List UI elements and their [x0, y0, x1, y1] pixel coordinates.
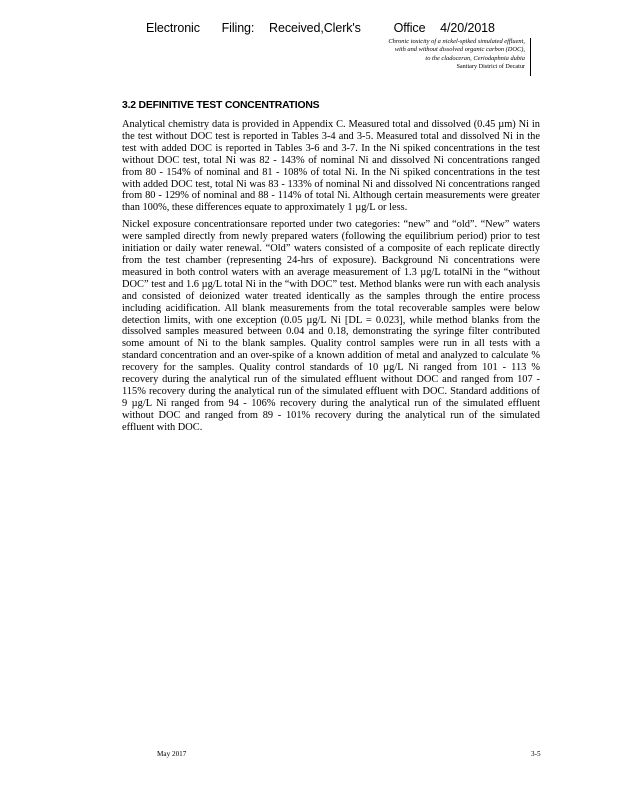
section-body	[122, 100, 540, 439]
running-header-line3: to the cladoceran, Ceriodaphnia dubia	[425, 54, 525, 62]
running-header-line1: Chronic toxicity of a nickel-spiked simulated effluent,	[388, 38, 525, 45]
paragraph-1: Analytical chemistry data is provided in Appendix C. Measured total and dissolved (0.45 µm) Ni in the test without DOC test is reported in Tables 3-4 and 3-5. Measured total and dissolved Ni in the test with added DOC is reported in Tables 3-6 and 3-7. In the Ni spiked concentrations in the test without DOC test, total Ni was 82 - 143% of nominal Ni and dissolved Ni concentrations ranged from 80 - 154% of nominal and 81 - 108% of total Ni. In the Ni spiked concentrations in the test with added DOC test, total Ni was 83 - 133% of nominal Ni and dissolved Ni concentrations ranged from 80 - 129% of nominal and 88 - 114% of total Ni. Although certain measurements were greater than 100%, these differences equate to approximately 1 µg/L or less.	[122, 119, 540, 214]
footer-date: May 2017	[157, 750, 187, 758]
stamp-office: Office	[393, 21, 426, 35]
running-header-line2: with and without dissolved organic carbon (DOC),	[394, 46, 525, 54]
paragraph-2: Nickel exposure concentrationsare reported under two categories: “new” and “old”. “New” waters were sampled directly from newly prepared waters (following the equilibrium period) prior to test initiation or daily water renewal. “Old” waters consisted of a composite of each replicate directly from the test chamber (representing 24-hrs of exposure). Background Ni concentrations were measured in both control waters with an average measurement of 1.3 µg/L totalNi in the “without DOC” test and 1.6 µg/L total Ni in the “with DOC” test. Method blanks were run with each analysis and consisted of deionized water treated identically as the samples through the entire process including acidification. All blank measurements from the total recoverable samples were below detection limits, with one exception (0.05 µg/L Ni [DL = 0.023], while method blanks from the dissolved samples measured between 0.04 and 0.18, demonstrating the syringe filter contributed some amount of Ni to the blank samples. Quality control samples were run in all tests with a standard concentration and an over-spike of a known addition of metal and analyzed to calculate % recovery for the samples. Quality control standards of 10 µg/L Ni ranged from 101 - 113 % recovery during the analytical run of the simulated effluent without DOC and ranged from 107 - 115% recovery during the analytical run of the simulated effluent with DOC. Standard additions of 9 µg/L Ni ranged from 94 - 106% recovery during the analytical run of the simulated effluent without DOC and ranged from 89 - 101% recovery during the analytical run of the simulated effluent with DOC.	[122, 219, 540, 433]
stamp-received: Received,Clerk's	[269, 21, 361, 35]
section-heading: 3.2 DEFINITIVE TEST CONCENTRATIONS	[122, 100, 320, 111]
stamp-electronic: Electronic	[146, 21, 200, 35]
stamp-filing: Filing:	[221, 21, 255, 35]
stamp-date: 4/20/2018	[440, 21, 495, 35]
running-header	[388, 38, 531, 76]
running-header-org: Sanitary District of Decatur	[456, 63, 525, 71]
filing-stamp	[146, 21, 495, 35]
page-number: 3-5	[531, 750, 541, 758]
